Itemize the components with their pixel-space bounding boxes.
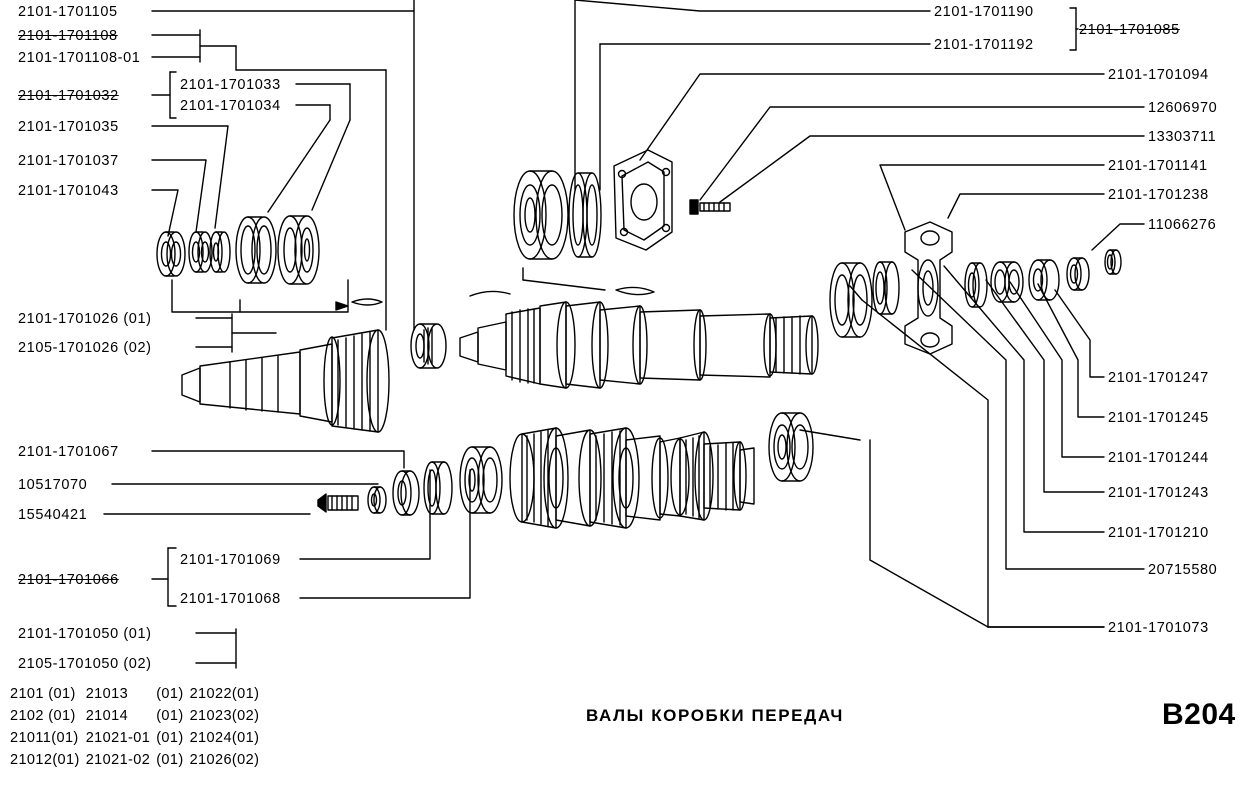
part-label[interactable]: 2101-1701037 (18, 153, 119, 169)
part-label[interactable]: 2101-1701094 (1108, 67, 1209, 83)
table-cell: (01) (156, 686, 184, 702)
part-label[interactable]: 2101-1701032 (18, 88, 119, 104)
diagram-title: ВАЛЫ КОРОБКИ ПЕРЕДАЧ (586, 706, 844, 725)
table-cell: (01) (156, 730, 184, 746)
table-row (10, 708, 265, 730)
part-label[interactable]: 2101-1701247 (1108, 370, 1209, 386)
table-cell: 21011(01) (10, 730, 79, 746)
part-label[interactable]: 12606970 (1148, 100, 1218, 116)
part-label[interactable]: 2101-1701190 (934, 4, 1034, 20)
table-row (10, 686, 265, 708)
table-cell: 21023(02) (189, 708, 260, 724)
part-label[interactable]: 2101-1701141 (1108, 158, 1208, 174)
part-label[interactable]: 2101-1701066 (18, 572, 119, 588)
part-label[interactable]: 2101-1701108 (18, 28, 118, 44)
table-cell: 2102 (01) (10, 708, 76, 724)
part-label[interactable]: 2101-1701238 (1108, 187, 1209, 203)
table-cell: (01) (156, 708, 184, 724)
table-cell: 21022(01) (189, 686, 260, 702)
part-label[interactable]: 2101-1701068 (180, 591, 281, 607)
part-label[interactable]: 2101-1701026 (01) (18, 311, 152, 327)
part-label[interactable]: 2101-1701192 (934, 37, 1034, 53)
part-label[interactable]: 2101-1701043 (18, 183, 119, 199)
table-row (10, 752, 265, 774)
part-label[interactable]: 2101-1701067 (18, 444, 119, 460)
part-label[interactable]: 15540421 (18, 507, 88, 523)
part-label[interactable]: 2101-1701033 (180, 77, 281, 93)
part-label[interactable]: 2101-1701073 (1108, 620, 1209, 636)
table-row (10, 730, 265, 752)
part-label[interactable]: 2101-1701085 (1079, 22, 1180, 38)
table-cell: 21014 (85, 708, 129, 724)
part-label[interactable]: 2101-1701035 (18, 119, 119, 135)
part-label[interactable]: 2101-1701243 (1108, 485, 1209, 501)
part-label[interactable]: 2105-1701050 (02) (18, 656, 152, 672)
table-cell: 21026(02) (189, 752, 260, 768)
part-label[interactable]: 2101-1701050 (01) (18, 626, 152, 642)
table-cell: (01) (156, 752, 184, 768)
part-label[interactable]: 2101-1701108-01 (18, 50, 141, 66)
part-label[interactable]: 2101-1701245 (1108, 410, 1209, 426)
plate-code: B204 (1162, 698, 1236, 731)
table-cell: 21024(01) (189, 730, 260, 746)
part-label[interactable]: 2101-1701244 (1108, 450, 1209, 466)
part-label[interactable]: 2105-1701026 (02) (18, 340, 152, 356)
table-cell: 21013 (85, 686, 129, 702)
table-cell: 2101 (01) (10, 686, 76, 702)
part-label[interactable]: 2101-1701034 (180, 98, 281, 114)
part-label[interactable]: 2101-1701210 (1108, 525, 1209, 541)
part-label[interactable]: 2101-1701069 (180, 552, 281, 568)
part-label[interactable]: 2101-1701105 (18, 4, 118, 20)
table-cell: 21021-01 (85, 730, 151, 746)
part-label[interactable]: 20715580 (1148, 562, 1218, 578)
part-label[interactable]: 13303711 (1148, 129, 1217, 145)
part-label[interactable]: 10517070 (18, 477, 88, 493)
table-cell: 21021-02 (85, 752, 151, 768)
applicability-table (10, 686, 265, 774)
table-cell: 21012(01) (10, 752, 80, 768)
part-label[interactable]: 11066276 (1148, 217, 1217, 233)
